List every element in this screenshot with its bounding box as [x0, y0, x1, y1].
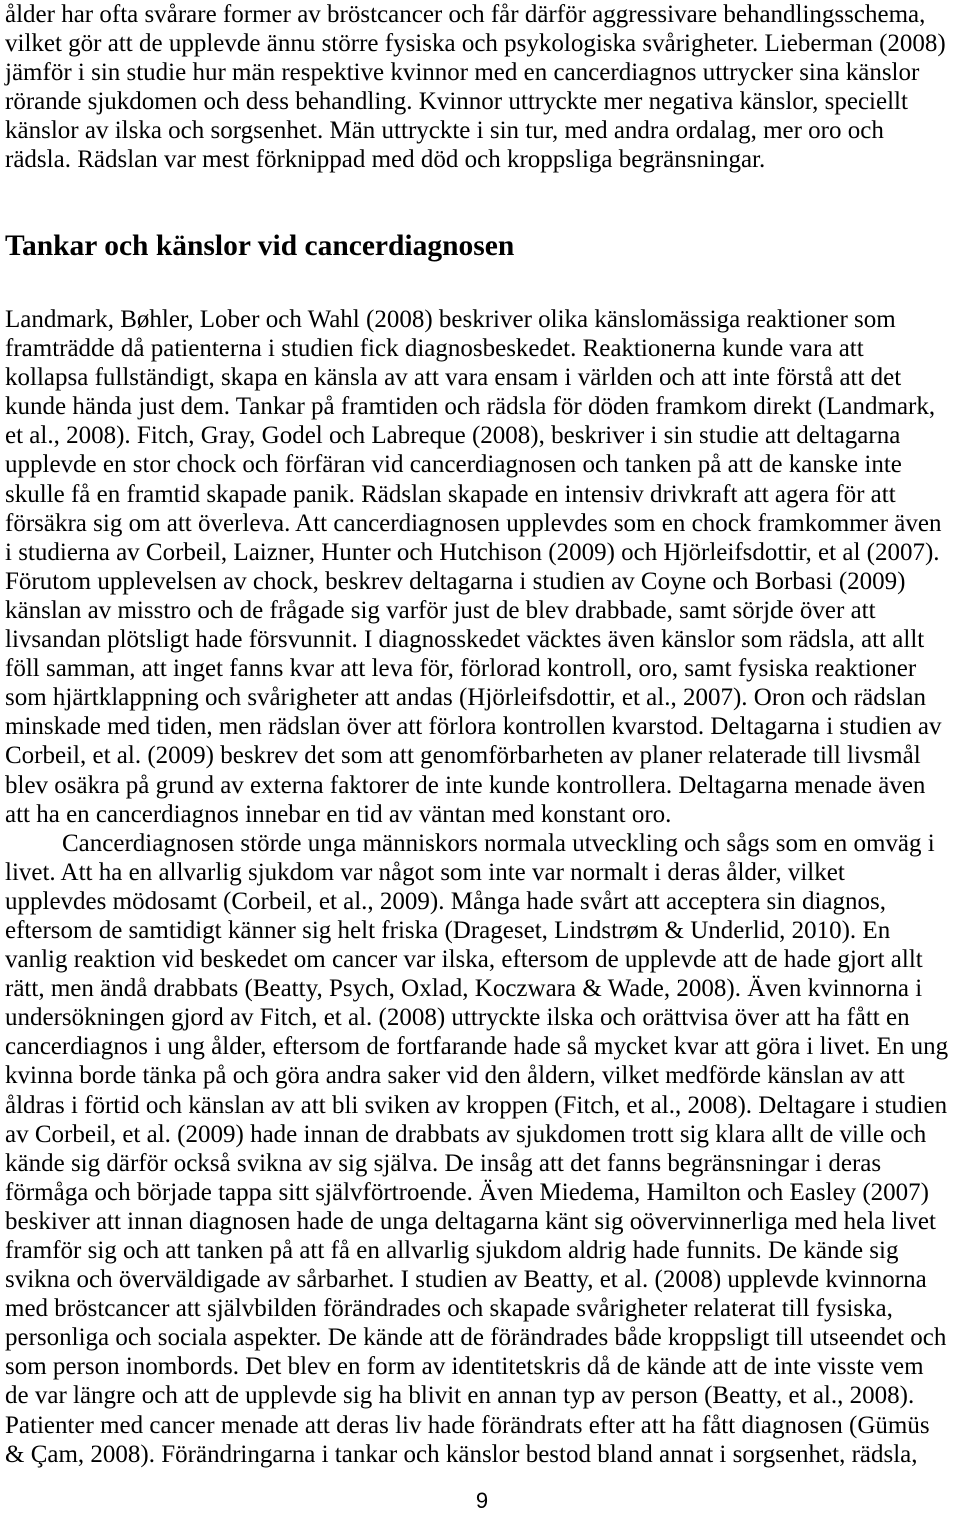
text-line: kände sig därför också svikna av sig själva. De insåg att det fanns begränsningar i deras: [5, 1149, 882, 1177]
text-line: att ha en cancerdiagnos innebar en tid av väntan med konstant oro.: [5, 800, 672, 828]
text-line: av Corbeil, et al. (2009) hade innan de drabbats av sjukdomen trott sig klara allt de ville och: [5, 1120, 927, 1148]
text-line: kvinna borde tänka på och göra andra saker vid den åldern, vilket medförde känslan av att: [5, 1062, 905, 1090]
text-line: upplevde en stor chock och förfäran vid cancerdiagnosen och tanken på att de kanske inte: [5, 451, 902, 479]
text-line: livet. Att ha en allvarlig sjukdom var något som inte var normalt i deras ålder, vilket: [5, 858, 845, 886]
text-line: personliga och sociala aspekter. De kände att de förändrades både kroppsligt till utseendet och: [5, 1324, 947, 1352]
text-line: et al., 2008). Fitch, Gray, Godel och Labreque (2008), beskriver i sin studie att deltagarna: [5, 422, 901, 450]
continued-paragraph: [5, 0, 955, 175]
text-line: ålder har ofta svårare former av bröstcancer och får därför aggressivare behandlingsschema,: [5, 1, 926, 28]
text-line: upplevdes mödosamt (Corbeil, et al., 2009). Många hade svårt att acceptera sin diagnos,: [5, 887, 886, 915]
text-line: skulle få en framtid skapade panik. Rädslan skapade en intensiv drivkraft att agera för att: [5, 480, 896, 508]
text-line: undersökningen gjord av Fitch, et al. (2008) uttryckte ilska och orättvisa över att ha fått en: [5, 1004, 910, 1032]
text-line: eftersom de samtidigt känner sig helt friska (Drageset, Lindstrøm & Underlid, 2010). En: [5, 916, 891, 944]
text-line: jämför i sin studie hur män respektive kvinnor med en cancerdiagnos uttrycker sina känslor: [5, 59, 920, 87]
text-line: förmåga och började tappa sitt självförtroende. Även Miedema, Hamilton och Easley (2007): [5, 1178, 930, 1206]
text-line: försäkra sig om att överleva. Att cancerdiagnosen upplevdes som en chock framkommer även: [5, 509, 942, 537]
text-line: kunde hända just dem. Tankar på framtiden och rädsla för döden framkom direkt (Landmark,: [5, 393, 936, 421]
paragraph: [5, 829, 955, 1469]
text-line: & Çam, 2008). Förändringarna i tankar och känslor bestod bland annat i sorgsenhet, rädsla,: [5, 1440, 918, 1468]
text-line: rörande sjukdomen och dess behandling. Kvinnor uttryckte mer negativa känslor, speciellt: [5, 88, 908, 116]
text-line: känslor av ilska och sorgsenhet. Män uttryckte i sin tur, med andra ordalag, mer oro och: [5, 117, 884, 145]
page-number: 9: [475, 1488, 489, 1513]
text-line: Förutom upplevelsen av chock, beskrev deltagarna i studien av Coyne och Borbasi (2009): [5, 567, 906, 595]
section-heading: Tankar och känslor vid cancerdiagnosen: [5, 230, 515, 262]
text-line: kollapsa fullständigt, skapa en känsla av att vara ensam i världen och att inte förstå att det: [5, 364, 902, 392]
section-body: [5, 305, 955, 1469]
text-line: livsandan plötsligt hade försvunnit. I diagnosskedet väcktes även känslor som rädsla, att allt: [5, 626, 925, 654]
text-line: framför sig och att tanken på att få en allvarlig sjukdom aldrig hade funnits. De kände sig: [5, 1237, 899, 1264]
paragraph: [5, 305, 955, 829]
text-line: beskiver att innan diagnosen hade de unga deltagarna känt sig oövervinnerliga med hela livet: [5, 1207, 936, 1235]
text-line: cancerdiagnos i ung ålder, eftersom de fortfarande hade så mycket kvar att göra i livet. En ung: [5, 1033, 949, 1061]
text-line: vanlig reaktion vid beskedet om cancer var ilska, eftersom de upplevde att de hade gjort allt: [5, 946, 923, 974]
text-line: rädsla. Rädslan var mest förknippad med död och kroppsliga begränsningar.: [5, 146, 766, 174]
text-line: känslan av misstro och de frågade sig varför just de blev drabbade, samt sörjde över att: [5, 596, 876, 624]
text-line: i studierna av Corbeil, Laizner, Hunter och Hutchison (2009) och Hjörleifsdottir, et al (2007).: [5, 538, 940, 566]
text-line: med bröstcancer att självbilden förändrades och skapade svårigheter relaterat till fysiska,: [5, 1295, 893, 1323]
text-line: Cancerdiagnosen störde unga människors normala utveckling och sågs som en omväg i: [62, 829, 935, 857]
text-line: minskade med tiden, men rädslan över att förlora kontrollen kvarstod. Deltagarna i studien av: [5, 713, 942, 741]
text-line: de var längre och att de upplevde sig ha blivit en annan typ av person (Beatty, et al., 2008).: [5, 1382, 915, 1410]
text-line: Landmark, Bøhler, Lober och Wahl (2008) beskriver olika känslomässiga reaktioner som: [5, 306, 896, 333]
text-line: som hjärtklappning och svårigheter att andas (Hjörleifsdottir, et al., 2007). Oron och rädslan: [5, 684, 926, 712]
text-line: svikna och överväldigade av sårbarhet. I studien av Beatty, et al. (2008) upplevde kvinnorna: [5, 1266, 927, 1294]
text-line: blev osäkra på grund av externa faktorer de inte kunde kontrollera. Deltagarna menade även: [5, 771, 926, 799]
text-line: Patienter med cancer menade att deras liv hade förändrats efter att ha fått diagnosen (Gümüs: [5, 1411, 930, 1439]
text-line: som person inombords. Det blev en form av identitetskris då de kände att de inte visste vem: [5, 1353, 924, 1381]
text-line: åldras i förtid och känslan av att bli sviken av kroppen (Fitch, et al., 2008). Deltagare i studien: [5, 1091, 948, 1119]
text-line: Corbeil, et al. (2009) beskrev det som att genomförbarheten av planer relaterade till livsmål: [5, 742, 921, 770]
text-line: framträdde då patienterna i studien fick diagnosbeskedet. Reaktionerna kunde vara att: [5, 335, 864, 363]
text-line: rätt, men ändå drabbats (Beatty, Psych, Oxlad, Koczwara & Wade, 2008). Även kvinnorna i: [5, 975, 923, 1003]
text-line: föll samman, att inget fanns kvar att leva för, förlorad kontroll, oro, samt fysiska reaktioner: [5, 655, 917, 683]
text-line: vilket gör att de upplevde ännu större fysiska och psykologiska svårigheter. Lieberman (2008): [5, 30, 946, 58]
